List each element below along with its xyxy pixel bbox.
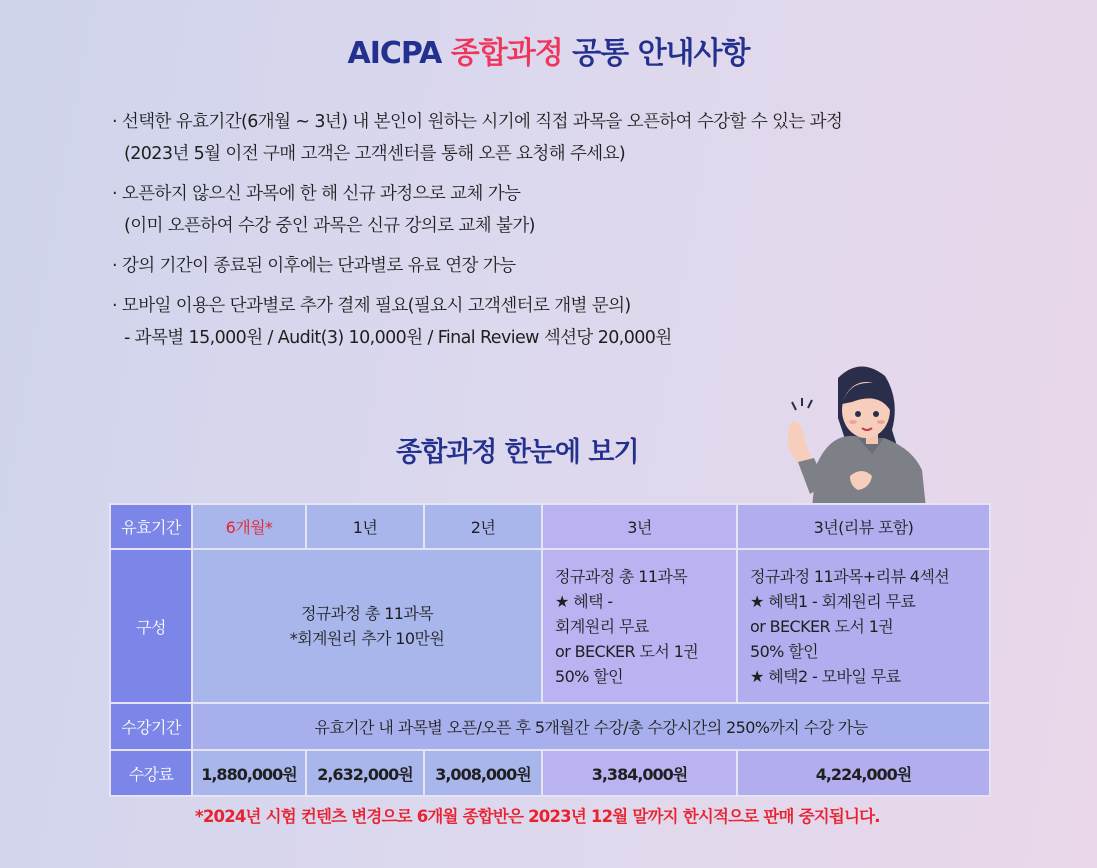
row-header-study-period: 수강기간 (110, 703, 192, 750)
fee-3years: 3,384,000원 (542, 750, 737, 796)
period-6months: 6개월* (192, 504, 306, 549)
fee-6months: 1,880,000원 (192, 750, 306, 796)
table-row (110, 750, 990, 796)
waving-woman-illustration (780, 358, 930, 508)
notice-line: · 선택한 유효기간(6개월 ~ 3년) 내 본인이 원하는 시기에 직접 과목을 오픈하여 수강할 수 있는 과정 (112, 112, 843, 132)
notice-line: · 강의 기간이 종료된 이후에는 단과별로 유료 연장 가능 (112, 256, 516, 276)
notice-item (112, 178, 1012, 242)
composition-line: 정규과정 11과목+리뷰 4섹션 (750, 566, 950, 586)
composition-line: ★ 혜택 - (555, 591, 613, 611)
study-period-text: 유효기간 내 과목별 오픈/오픈 후 5개월간 수강/총 수강시간의 250%까지 수강 가능 (192, 703, 990, 750)
table-row (110, 703, 990, 750)
notice-line: (이미 오픈하여 수강 중인 과목은 신규 강의로 교체 불가) (124, 216, 535, 236)
notice-line: · 모바일 이용은 단과별로 추가 결제 필요(필요시 고객센터로 개별 문의) (112, 296, 631, 316)
composition-3years-review (737, 549, 990, 703)
notice-line: (2023년 5월 이전 구매 고객은 고객센터를 통해 오픈 요청해 주세요) (124, 144, 626, 164)
composition-line: *회계원리 추가 10만원 (289, 629, 445, 648)
period-2years: 2년 (424, 504, 542, 549)
composition-line: 50% 할인 (555, 666, 623, 686)
fee-1year: 2,632,000원 (306, 750, 424, 796)
composition-line: ★ 혜택1 - 회계원리 무료 (750, 591, 916, 611)
period-3years-review: 3년(리뷰 포함) (737, 504, 990, 549)
fee-3years-review: 4,224,000원 (737, 750, 990, 796)
page-title (0, 28, 1097, 72)
notice-list (112, 106, 1012, 362)
period-3years: 3년 (542, 504, 737, 549)
composition-standard (192, 549, 542, 703)
fee-2years: 3,008,000원 (424, 750, 542, 796)
title-prefix: AICPA (347, 36, 451, 71)
course-overview-table (109, 503, 991, 797)
notice-item (112, 290, 1012, 354)
title-highlight: 종합과정 (450, 36, 563, 71)
table-row (110, 504, 990, 549)
composition-line: or BECKER 도서 1권 (750, 616, 894, 636)
period-1year: 1년 (306, 504, 424, 549)
composition-line: 정규과정 총 11과목 (300, 604, 434, 623)
notice-item (112, 250, 1012, 282)
row-header-composition: 구성 (110, 549, 192, 703)
composition-3years (542, 549, 737, 703)
notice-item (112, 106, 1012, 170)
notice-line: - 과목별 15,000원 / Audit(3) 10,000원 / Final Review 섹션당 20,000원 (124, 328, 672, 348)
composition-line: or BECKER 도서 1권 (555, 641, 699, 661)
notice-line: · 오픈하지 않으신 과목에 한 해 신규 과정으로 교체 가능 (112, 184, 521, 204)
composition-line: ★ 혜택2 - 모바일 무료 (750, 666, 901, 686)
row-header-period: 유효기간 (110, 504, 192, 549)
composition-line: 정규과정 총 11과목 (555, 566, 688, 586)
composition-line: 회계원리 무료 (555, 616, 649, 636)
table-row (110, 549, 990, 703)
section-title: 종합과정 한눈에 보기 (396, 437, 639, 468)
composition-line: 50% 할인 (750, 641, 818, 661)
row-header-fee: 수강료 (110, 750, 192, 796)
title-suffix: 공통 안내사항 (562, 36, 750, 71)
footnote: *2024년 시험 컨텐츠 변경으로 6개월 종합반은 2023년 12월 말까지 한시적으로 판매 중지됩니다. (195, 807, 880, 826)
